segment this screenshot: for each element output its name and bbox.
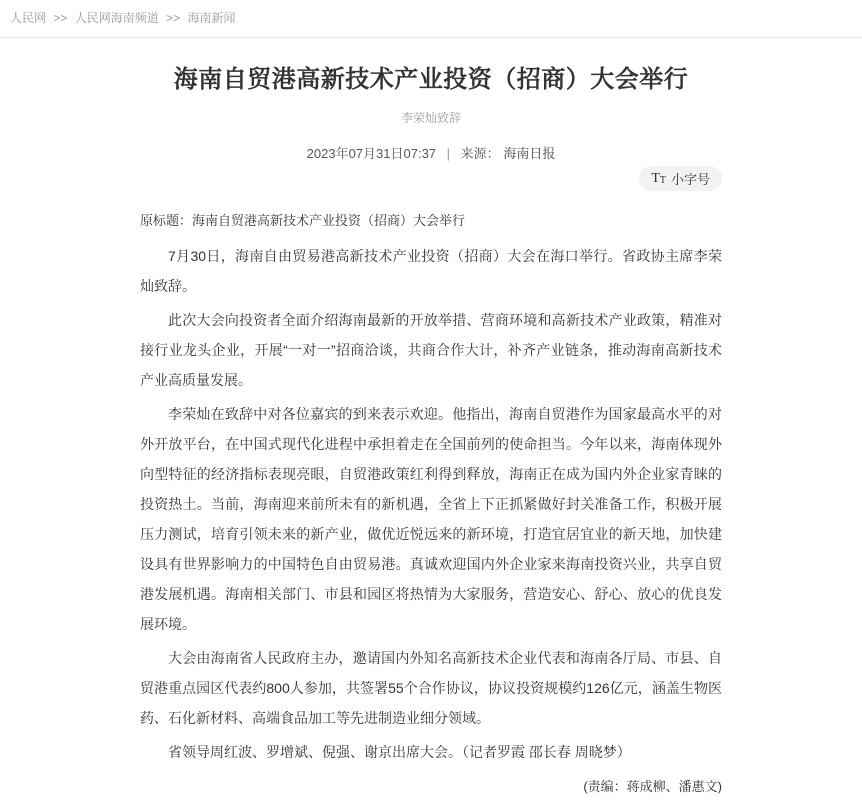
original-title: 原标题：海南自贸港高新技术产业投资（招商）大会举行 (140, 213, 466, 228)
breadcrumb-item-home[interactable]: 人民网 (10, 11, 47, 25)
font-size-icon-small: T (659, 175, 666, 186)
paragraph: 省领导周红波、罗增斌、倪强、谢京出席大会。（记者罗霞 邵长春 周晓梦） (168, 744, 631, 760)
article-toolbar (140, 166, 722, 191)
article-dateline (140, 143, 722, 162)
font-size-button[interactable] (639, 166, 722, 191)
article-container (140, 64, 722, 802)
paragraph: 大会由海南省人民政府主办，邀请国内外知名高新技术企业代表和海南各厅局、市县、自贸港重点园区代表约800人参加，共签署55个合作协议，协议投资规模约126亿元，涵盖生物医药、石化新材料、高端食品加工等先进制造业细分领域。 (140, 650, 722, 726)
paragraph: 此次大会向投资者全面介绍海南最新的开放举措、营商环境和高新技术产业政策，精准对接行业龙头企业，开展“一对一”招商洽谈，共商合作大计，补齐产业链条，推动海南高新技术产业高质量发展。 (140, 312, 722, 388)
editor-note: (责编：蒋成柳、潘惠文) (583, 779, 722, 794)
page-title: 海南自贸港高新技术产业投资（招商）大会举行 (173, 66, 689, 93)
font-size-icon: T (651, 170, 660, 186)
dateline-divider: | (446, 146, 451, 161)
breadcrumb (0, 0, 862, 38)
breadcrumb-separator: >> (53, 11, 68, 25)
breadcrumb-item-section[interactable]: 海南新闻 (187, 11, 236, 25)
breadcrumb-item-channel[interactable]: 人民网海南频道 (74, 11, 159, 25)
article-body (140, 206, 722, 802)
source-label: 来源： (460, 146, 500, 161)
font-size-label: 小字号 (670, 172, 710, 187)
article-subtitle: 李荣灿致辞 (400, 111, 461, 125)
paragraph: 李荣灿在致辞中对各位嘉宾的到来表示欢迎。他指出，海南自贸港作为国家最高水平的对外开放平台，在中国式现代化进程中承担着走在全国前列的使命担当。今年以来，海南体现外向型特征的经济指标表现亮眼，自贸港政策红利得到释放，海南正在成为国内外企业家青睐的投资热土。当前，海南迎来前所未有的新机遇，全省上下正抓紧做好封关准备工作，积极开展压力测试，培育引领未来的新产业，做优近悦远来的新环境，打造宜居宜业的新天地，加快建设具有世界影响力的中国特色自由贸易港。真诚欢迎国内外企业家来海南投资兴业，共享自贸港发展机遇。海南相关部门、市县和园区将热情为大家服务，营造安心、舒心、放心的优良发展环境。 (140, 406, 722, 632)
source-link[interactable]: 海南日报 (503, 146, 556, 161)
publish-date: 2023年07月31日07:37 (306, 146, 437, 161)
paragraph: 7月30日，海南自由贸易港高新技术产业投资（招商）大会在海口举行。省政协主席李荣灿致辞。 (140, 248, 722, 294)
breadcrumb-separator: >> (166, 11, 181, 25)
